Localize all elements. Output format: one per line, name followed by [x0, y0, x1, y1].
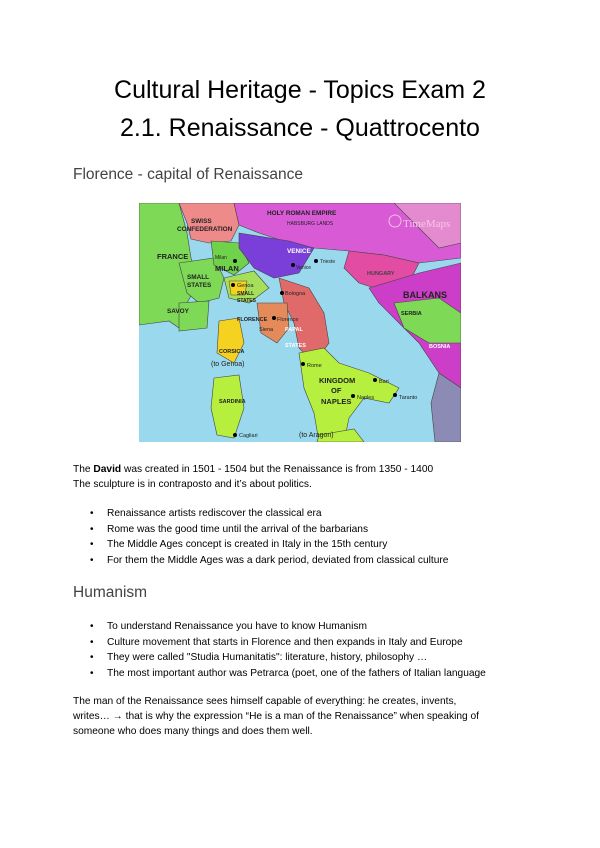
- map-label-florence: FLORENCE: [237, 317, 268, 323]
- map-label-rome: Rome: [307, 363, 322, 369]
- list-item: • Rome was the good time until the arrival of the barbarians: [73, 522, 448, 538]
- paragraph-line: writes… → that is why the expression “He is a man of the Renaissance” when speaking of: [73, 711, 479, 722]
- map-label-sardinia: SARDINIA: [219, 399, 246, 405]
- map-label-hre: HOLY ROMAN EMPIRE: [267, 210, 337, 217]
- document-subtitle: 2.1. Renaissance - Quattrocento: [120, 114, 480, 142]
- map-label-confederation: CONFEDERATION: [177, 226, 233, 233]
- contraposto-paragraph: The sculpture is in contraposto and it’s about politics.: [73, 479, 312, 490]
- renaissance-man-paragraph: [73, 694, 543, 739]
- list-item: • Renaissance artists rediscover the classical era: [73, 506, 448, 522]
- map-label-states: STATES: [285, 343, 306, 349]
- map-label-of: OF: [331, 386, 342, 395]
- map-label-to-genoa: (to Genoa): [211, 361, 245, 368]
- map-watermark: TimeMaps: [403, 218, 451, 230]
- document-title: Cultural Heritage - Topics Exam 2: [114, 76, 486, 104]
- humanism-bullet-list: [73, 619, 486, 681]
- map-label-bologna: Bologna: [285, 291, 306, 297]
- florence-bullet-list: [73, 506, 448, 568]
- paragraph-line: The man of the Renaissance sees himself capable of everything: he creates, invents,: [73, 696, 457, 707]
- map-label-venice: VENICE: [287, 248, 311, 255]
- map-label-papal: PAPAL: [285, 327, 303, 333]
- map-label-habsburg: HABSBURG LANDS: [287, 221, 334, 227]
- map-label-small-states-1: SMALL: [187, 274, 210, 281]
- map-label-cagliari: Cagliari: [239, 433, 258, 439]
- map-label-genoa: Genoa: [237, 283, 254, 289]
- paragraph-line: someone who does many things and does them well.: [73, 726, 313, 737]
- map-of-renaissance-italy: [139, 203, 461, 442]
- map-label-bari: Bari: [379, 379, 389, 385]
- list-item: • Culture movement that starts in Florence and then expands in Italy and Europe: [73, 635, 486, 651]
- map-label-naples-city: Naples: [357, 395, 375, 401]
- map-label-milan: MILAN: [215, 264, 239, 273]
- list-item: • The most important author was Petrarca (poet, one of the fathers of Italian language: [73, 666, 486, 682]
- map-label-small-2b: STATES: [237, 298, 256, 304]
- map-label-siena: Siena: [259, 327, 274, 333]
- david-bold: David: [93, 464, 122, 475]
- map-label-trieste: Trieste: [320, 259, 336, 265]
- map-label-milan-city: Milan: [215, 255, 227, 261]
- map-label-small-states-2: STATES: [187, 282, 212, 289]
- map-label-savoy: SAVOY: [167, 308, 189, 315]
- section-heading-humanism: Humanism: [73, 584, 148, 601]
- map-label-taranto: Taranto: [399, 395, 418, 401]
- map-label-bosnia: BOSNIA: [429, 344, 451, 350]
- list-item: • They were called "Studia Humanitatis": literature, history, philosophy …: [73, 650, 486, 666]
- map-label-kingdom: KINGDOM: [319, 376, 356, 385]
- map-label-corsica: CORSICA: [219, 349, 245, 355]
- list-item: • To understand Renaissance you have to know Humanism: [73, 619, 486, 635]
- section-heading-florence: Florence - capital of Renaissance: [73, 166, 304, 183]
- david-paragraph: The David was created in 1501 - 1504 but the Renaissance is from 1350 - 1400: [73, 464, 434, 475]
- map-label-small-2a: SMALL: [237, 291, 255, 297]
- map-label-florence-city: Florence: [277, 317, 299, 323]
- map-label-serbia: SERBIA: [401, 311, 422, 317]
- map-label-to-aragon: (to Aragon): [299, 432, 334, 439]
- map-label-balkans: BALKANS: [403, 290, 447, 300]
- map-label-swiss: SWISS: [191, 218, 212, 225]
- map-label-naples: NAPLES: [321, 397, 352, 406]
- map-label-hungary: HUNGARY: [367, 271, 395, 277]
- list-item: • For them the Middle Ages was a dark period, deviated from classical culture: [73, 553, 448, 569]
- map-label-venice-city: Venice: [296, 265, 312, 271]
- list-item: • The Middle Ages concept is created in Italy in the 15th century: [73, 537, 448, 553]
- map-label-france: FRANCE: [157, 252, 189, 261]
